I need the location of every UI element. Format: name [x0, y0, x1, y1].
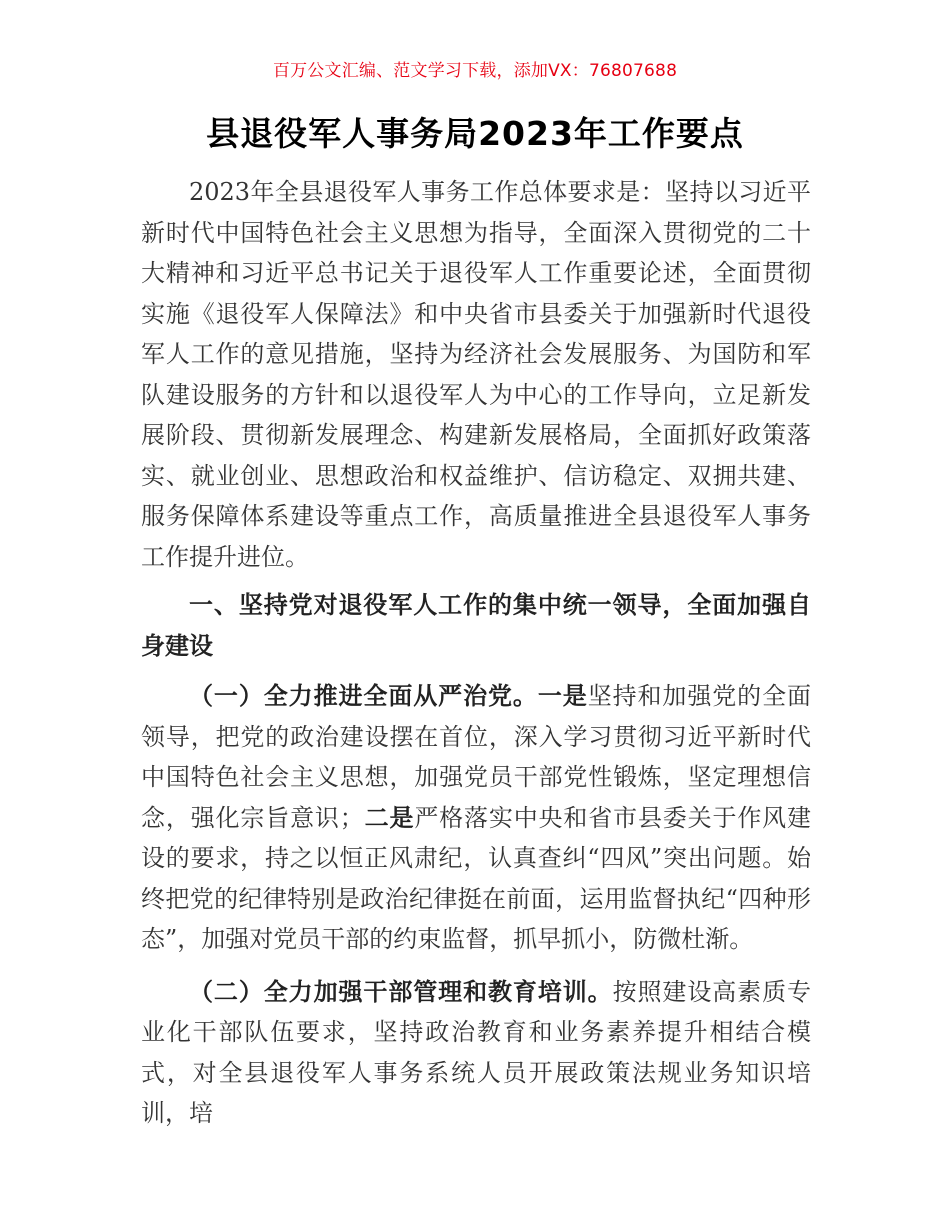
intro-paragraph: 2023年全县退役军人事务工作总体要求是：坚持以习近平新时代中国特色社会主义思想为指导，全面深入贯彻党的二十大精神和习近平总书记关于退役军人工作重要论述，全面贯彻实施《退役军人保障法》和中央省市县委关于加强新时代退役军人工作的意见措施，坚持为经济社会发展服务、为国防和军队建设服务的方针和以退役军人为中心的工作导向，立足新发展阶段、贯彻新发展理念、构建新发展格局，全面抓好政策落实、就业创业、思想政治和权益维护、信访稳定、双拥共建、服务保障体系建设等重点工作，高质量推进全县退役军人事务工作提升进位。 [141, 178, 811, 571]
watermark-banner: 百万公文汇编、范文学习下载，添加VX：76807688 [272, 61, 678, 81]
point-lead: 二是 [363, 802, 415, 832]
document-title: 县退役军人事务局2023年工作要点 [206, 114, 744, 153]
paragraph-text: 按照建设高素质专业化干部队伍要求，坚持政治教育和业务素养提升相结合模式，对全县退役军人事务系统人员开展政策法规业务知识培训，培 [141, 977, 812, 1127]
document-body [141, 172, 811, 1134]
subsection-heading: （二）全力加强干部管理和教育培训。 [189, 976, 613, 1006]
point-text: 坚持和加强党的全面领导，把党的政治建设摆在首位，深入学习贯彻习近平新时代中国特色社会主义思想，加强党员干部党性锻炼，坚定理想信念，强化宗旨意识； [141, 682, 812, 832]
subsection-paragraph-2 [141, 972, 811, 1134]
point-lead: 一是 [537, 681, 588, 710]
subsection-paragraph-1 [141, 676, 811, 960]
subsection-heading: （一）全力推进全面从严治党。 [189, 681, 538, 710]
point-text: 严格落实中央和省市县委关于作风建设的要求，持之以恒正风肃纪，认真查纠“四风”突出问题。始终把党的纪律特别是政治纪律挺在前面，运用监督执纪“四种形态”，加强对党员干部的约束监督，抓早抓小，防微杜渐。 [141, 803, 812, 953]
section-heading: 一、坚持党对退役军人工作的集中统一领导，全面加强自身建设 [141, 590, 811, 660]
